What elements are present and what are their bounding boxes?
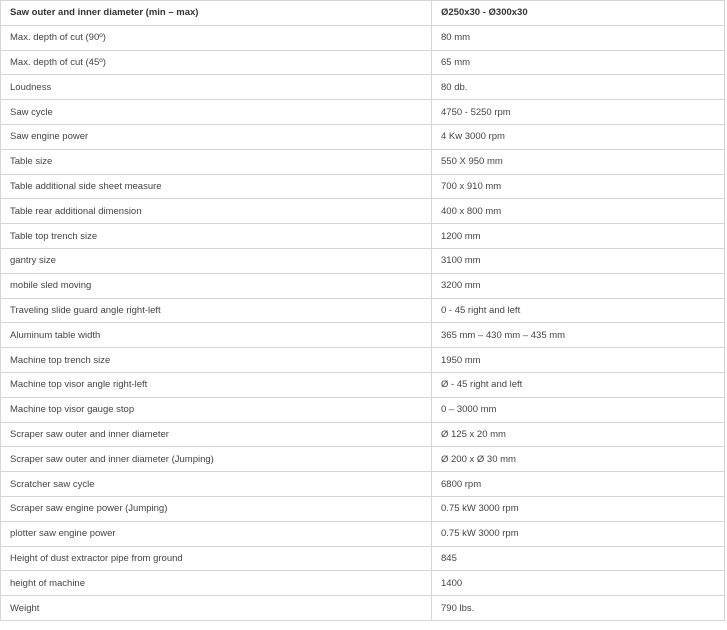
spec-label: Machine top visor angle right-left <box>1 372 432 397</box>
spec-label: Loudness <box>1 75 432 100</box>
spec-label: Aluminum table width <box>1 323 432 348</box>
table-row <box>1 224 725 249</box>
spec-label: Saw engine power <box>1 124 432 149</box>
table-row <box>1 100 725 125</box>
spec-label: Max. depth of cut (90º) <box>1 25 432 50</box>
table-row <box>1 149 725 174</box>
table-row <box>1 248 725 273</box>
spec-value: 0.75 kW 3000 rpm <box>432 521 725 546</box>
spec-label: Max. depth of cut (45º) <box>1 50 432 75</box>
table-row <box>1 571 725 596</box>
spec-value: 0 - 45 right and left <box>432 298 725 323</box>
table-row <box>1 124 725 149</box>
spec-label: mobile sled moving <box>1 273 432 298</box>
spec-value: 3200 mm <box>432 273 725 298</box>
spec-value: 790 lbs. <box>432 596 725 621</box>
spec-value: 6800 rpm <box>432 472 725 497</box>
spec-label: Scraper saw outer and inner diameter (Jumping) <box>1 447 432 472</box>
spec-label: Machine top trench size <box>1 348 432 373</box>
spec-value: 1950 mm <box>432 348 725 373</box>
table-row <box>1 75 725 100</box>
header-value: Ø250x30 - Ø300x30 <box>432 1 725 26</box>
spec-value: 80 db. <box>432 75 725 100</box>
spec-table-body <box>1 1 725 621</box>
table-row <box>1 273 725 298</box>
table-row <box>1 25 725 50</box>
table-row <box>1 546 725 571</box>
spec-label: gantry size <box>1 248 432 273</box>
spec-value: 1200 mm <box>432 224 725 249</box>
table-row <box>1 472 725 497</box>
spec-label: plotter saw engine power <box>1 521 432 546</box>
spec-label: Table rear additional dimension <box>1 199 432 224</box>
spec-label: Table additional side sheet measure <box>1 174 432 199</box>
table-row <box>1 397 725 422</box>
table-row <box>1 348 725 373</box>
spec-value: Ø - 45 right and left <box>432 372 725 397</box>
spec-value: 0 – 3000 mm <box>432 397 725 422</box>
spec-value: Ø 125 x 20 mm <box>432 422 725 447</box>
table-row <box>1 496 725 521</box>
spec-value: 1400 <box>432 571 725 596</box>
table-row <box>1 372 725 397</box>
table-row <box>1 422 725 447</box>
spec-value: 845 <box>432 546 725 571</box>
spec-value: 4750 - 5250 rpm <box>432 100 725 125</box>
spec-value: 3100 mm <box>432 248 725 273</box>
spec-label: Table top trench size <box>1 224 432 249</box>
spec-value: 550 X 950 mm <box>432 149 725 174</box>
spec-value: 80 mm <box>432 25 725 50</box>
table-row <box>1 447 725 472</box>
spec-value: 400 x 800 mm <box>432 199 725 224</box>
spec-label: Scraper saw outer and inner diameter <box>1 422 432 447</box>
spec-label: Machine top visor gauge stop <box>1 397 432 422</box>
spec-label: Height of dust extractor pipe from ground <box>1 546 432 571</box>
spec-label: height of machine <box>1 571 432 596</box>
table-row <box>1 199 725 224</box>
spec-value: 365 mm – 430 mm – 435 mm <box>432 323 725 348</box>
table-row <box>1 323 725 348</box>
table-header-row <box>1 1 725 26</box>
table-row <box>1 596 725 621</box>
header-label: Saw outer and inner diameter (min – max) <box>1 1 432 26</box>
spec-label: Traveling slide guard angle right-left <box>1 298 432 323</box>
spec-label: Scraper saw engine power (Jumping) <box>1 496 432 521</box>
spec-label: Scratcher saw cycle <box>1 472 432 497</box>
table-row <box>1 521 725 546</box>
spec-value: 0.75 kW 3000 rpm <box>432 496 725 521</box>
spec-value: 65 mm <box>432 50 725 75</box>
spec-value: Ø 200 x Ø 30 mm <box>432 447 725 472</box>
spec-label: Table size <box>1 149 432 174</box>
table-row <box>1 50 725 75</box>
table-row <box>1 298 725 323</box>
spec-value: 4 Kw 3000 rpm <box>432 124 725 149</box>
spec-label: Weight <box>1 596 432 621</box>
table-row <box>1 174 725 199</box>
spec-label: Saw cycle <box>1 100 432 125</box>
spec-value: 700 x 910 mm <box>432 174 725 199</box>
